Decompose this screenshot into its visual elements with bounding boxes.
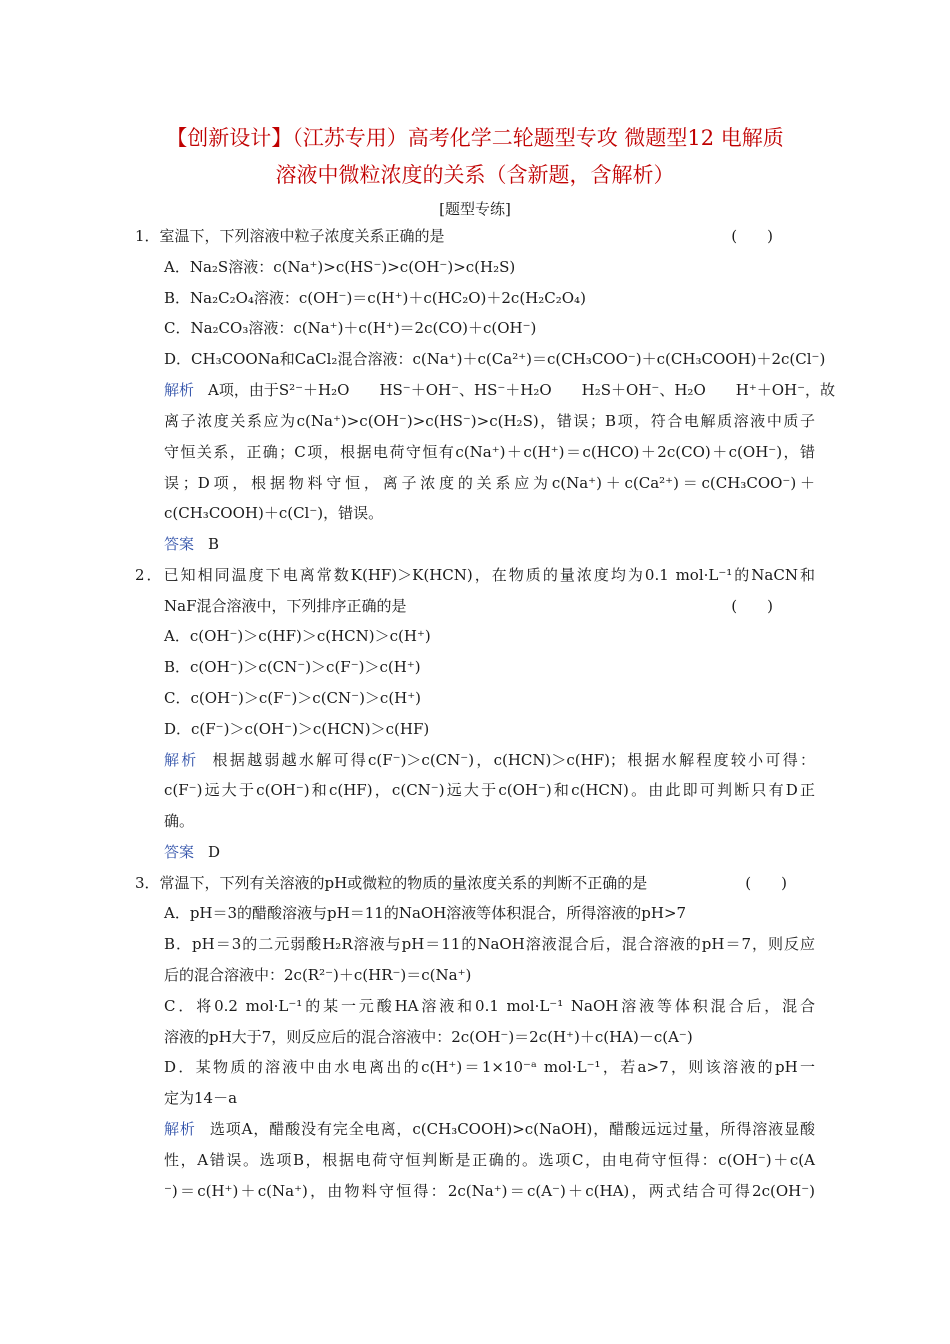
q3-analysis-line-1 [164,1118,815,1140]
q2-answer-value: D [208,843,221,861]
q2-stem-text-2: NaF混合溶液中，下列排序正确的是 [164,597,407,615]
q1-analysis-line-5: c(CH₃COOH)＋c(Cl⁻)，错误。 [164,504,384,522]
q2-answer-paren: ( ) [731,597,773,615]
q3-option-b-line-1: B．pH＝3的二元弱酸H₂R溶液与pH＝11的NaOH溶液混合后，混合溶液的pH＝7，则反应 [164,935,815,953]
q1-option-a: A．Na₂S溶液：c(Na⁺)>c(HS⁻)>c(OH⁻)>c(H₂S) [164,258,516,276]
q3-analysis-line-3: ⁻)＝c(H⁺)＋c(Na⁺)，由物料守恒得：2c(Na⁺)＝c(A⁻)＋c(HA)，两式结合可得2c(OH⁻) [164,1182,815,1200]
q2-analysis-text-1: 根据越弱越水解可得c(F⁻)＞c(CN⁻)，c(HCN)＞c(HF)；根据水解程度较小可得： [212,751,815,769]
q2-option-d: D．c(F⁻)＞c(OH⁻)＞c(HCN)＞c(HF) [164,720,430,738]
q2-stem-line-2 [164,595,815,617]
q1-answer-value: B [208,535,220,553]
q1-option-b: B．Na₂C₂O₄溶液：c(OH⁻)＝c(H⁺)＋c(HC₂O)＋2c(H₂C₂O₄) [164,289,586,307]
q3-option-c-line-1: C．将0.2 mol·L⁻¹的某一元酸HA溶液和0.1 mol·L⁻¹ NaOH溶液等体积混合后，混合 [164,997,815,1015]
q3-option-b-line-2: 后的混合溶液中：2c(R²⁻)＋c(HR⁻)＝c(Na⁺) [164,966,472,984]
q2-answer [164,841,815,863]
q1-stem [135,225,815,247]
q1-option-c: C．Na₂CO₃溶液：c(Na⁺)＋c(H⁺)＝2c(CO)＋c(OH⁻) [164,319,537,337]
q2-option-b: B．c(OH⁻)＞c(CN⁻)＞c(F⁻)＞c(H⁺) [164,658,421,676]
q1-analysis-line-4: 误；D项，根据物料守恒，离子浓度的关系应为c(Na⁺)＋c(Ca²⁺)＝c(CH₃COO⁻)＋ [164,474,815,492]
q3-answer-paren: ( ) [745,874,787,892]
q2-analysis-line-1 [164,749,815,771]
q2-option-c: C．c(OH⁻)＞c(F⁻)＞c(CN⁻)＞c(H⁺) [164,689,422,707]
q1-option-d: D．CH₃COONa和CaCl₂混合溶液：c(Na⁺)＋c(Ca²⁺)＝c(CH₃COO⁻)＋c(CH₃COOH)＋2c(Cl⁻) [164,350,826,368]
q2-stem-line-1: 2．已知相同温度下电离常数K(HF)＞K(HCN)，在物质的量浓度均为0.1 mol·L⁻¹的NaCN和 [135,566,815,584]
q3-option-c-line-2: 溶液的pH大于7，则反应后的混合溶液中：2c(OH⁻)＝2c(H⁺)＋c(HA)－c(A⁻) [164,1028,693,1046]
q2-option-a: A．c(OH⁻)＞c(HF)＞c(HCN)＞c(H⁺) [164,627,431,645]
page-title-line-1: 【创新设计】（江苏专用）高考化学二轮题型专攻 微题型12 电解质 [166,126,784,150]
q3-stem [135,872,815,894]
q1-analysis-line-1 [164,379,836,401]
q2-analysis-line-3: 确。 [164,812,195,830]
page-title-line-2: 溶液中微粒浓度的关系（含新题，含解析） [275,163,675,187]
q1-stem-text: 1．室温下，下列溶液中粒子浓度关系正确的是 [135,227,445,245]
q1-answer-label: 答案 [164,535,195,553]
q3-analysis-line-2: 性，A错误。选项B，根据电荷守恒判断是正确的。选项C，由电荷守恒得：c(OH⁻)＋c(A [164,1151,815,1169]
q1-analysis-line-3: 守恒关系，正确；C项，根据电荷守恒有c(Na⁺)＋c(H⁺)＝c(HCO)＋2c(CO)＋c(OH⁻)，错 [164,443,815,461]
q3-analysis-label: 解析 [164,1120,196,1138]
q1-analysis-line-2: 离子浓度关系应为c(Na⁺)>c(OH⁻)>c(HS⁻)>c(H₂S)，错误；B项，符合电解质溶液中质子 [164,412,815,430]
q3-option-d-line-1: D．某物质的溶液中由水电离出的c(H⁺)＝1×10⁻ᵃ mol·L⁻¹，若a>7，则该溶液的pH一 [164,1058,815,1076]
q2-analysis-line-2: c(F⁻)远大于c(OH⁻)和c(HF)，c(CN⁻)远大于c(OH⁻)和c(HCN)。由此即可判断只有D正 [164,781,815,799]
q3-option-d-line-2: 定为14－a [164,1089,238,1107]
q1-answer [164,533,815,555]
q2-answer-label: 答案 [164,843,195,861]
q1-analysis-text-1: A项，由于S²⁻＋H₂O HS⁻＋OH⁻、HS⁻＋H₂O H₂S＋OH⁻、H₂O H⁺＋OH⁻，故 [208,381,836,399]
section-subtitle: [题型专练] [439,200,511,218]
q2-analysis-label: 解析 [164,751,199,769]
q3-analysis-text-1: 选项A，醋酸没有完全电离，c(CH₃COOH)>c(NaOH)，醋酸远远过量，所得溶液显酸 [209,1120,815,1138]
q1-analysis-label: 解析 [164,381,195,399]
q1-answer-paren: ( ) [731,227,773,245]
q3-option-a: A．pH＝3的醋酸溶液与pH＝11的NaOH溶液等体积混合，所得溶液的pH>7 [164,904,687,922]
q3-stem-text: 3．常温下，下列有关溶液的pH或微粒的物质的量浓度关系的判断不正确的是 [135,874,648,892]
